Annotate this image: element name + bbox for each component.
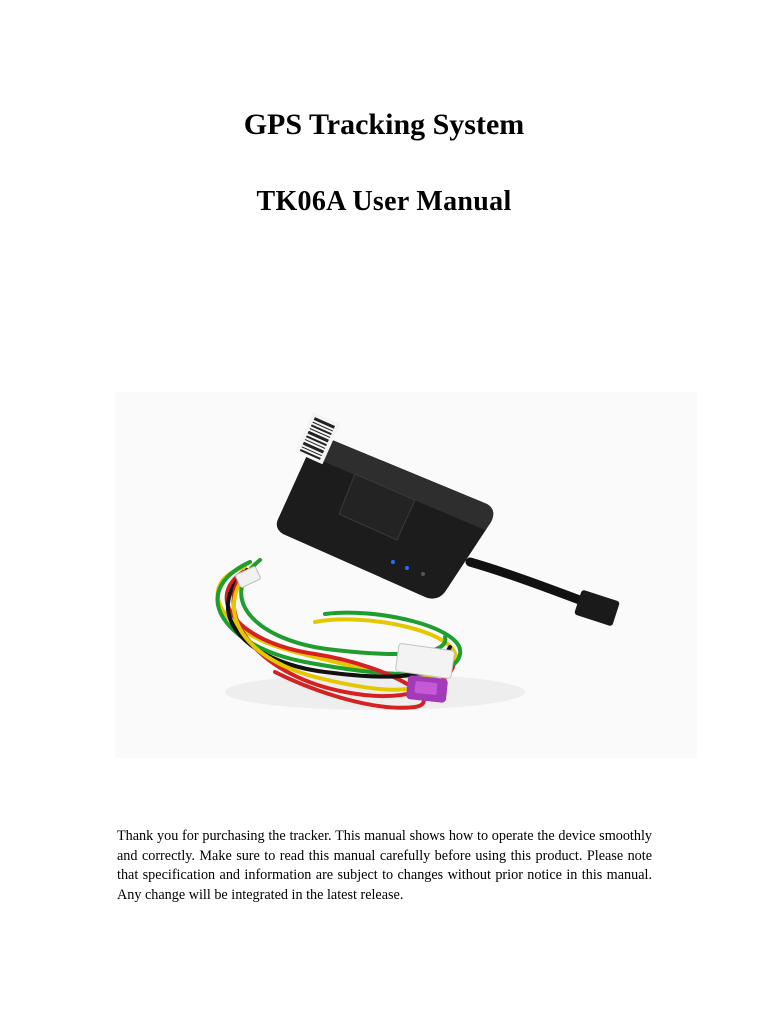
document-title: GPS Tracking System — [243, 108, 525, 141]
product-photo — [115, 392, 697, 758]
intro-paragraph: Thank you for purchasing the tracker. This manual shows how to operate the device smoothly and correctly. Make sure to read this manual carefully before using this product. Please note that specification and information are subject to changes without prior notice in this manual. Any change will be integrated in the latest release. — [117, 828, 652, 903]
document-subtitle: TK06A User Manual — [256, 186, 512, 217]
